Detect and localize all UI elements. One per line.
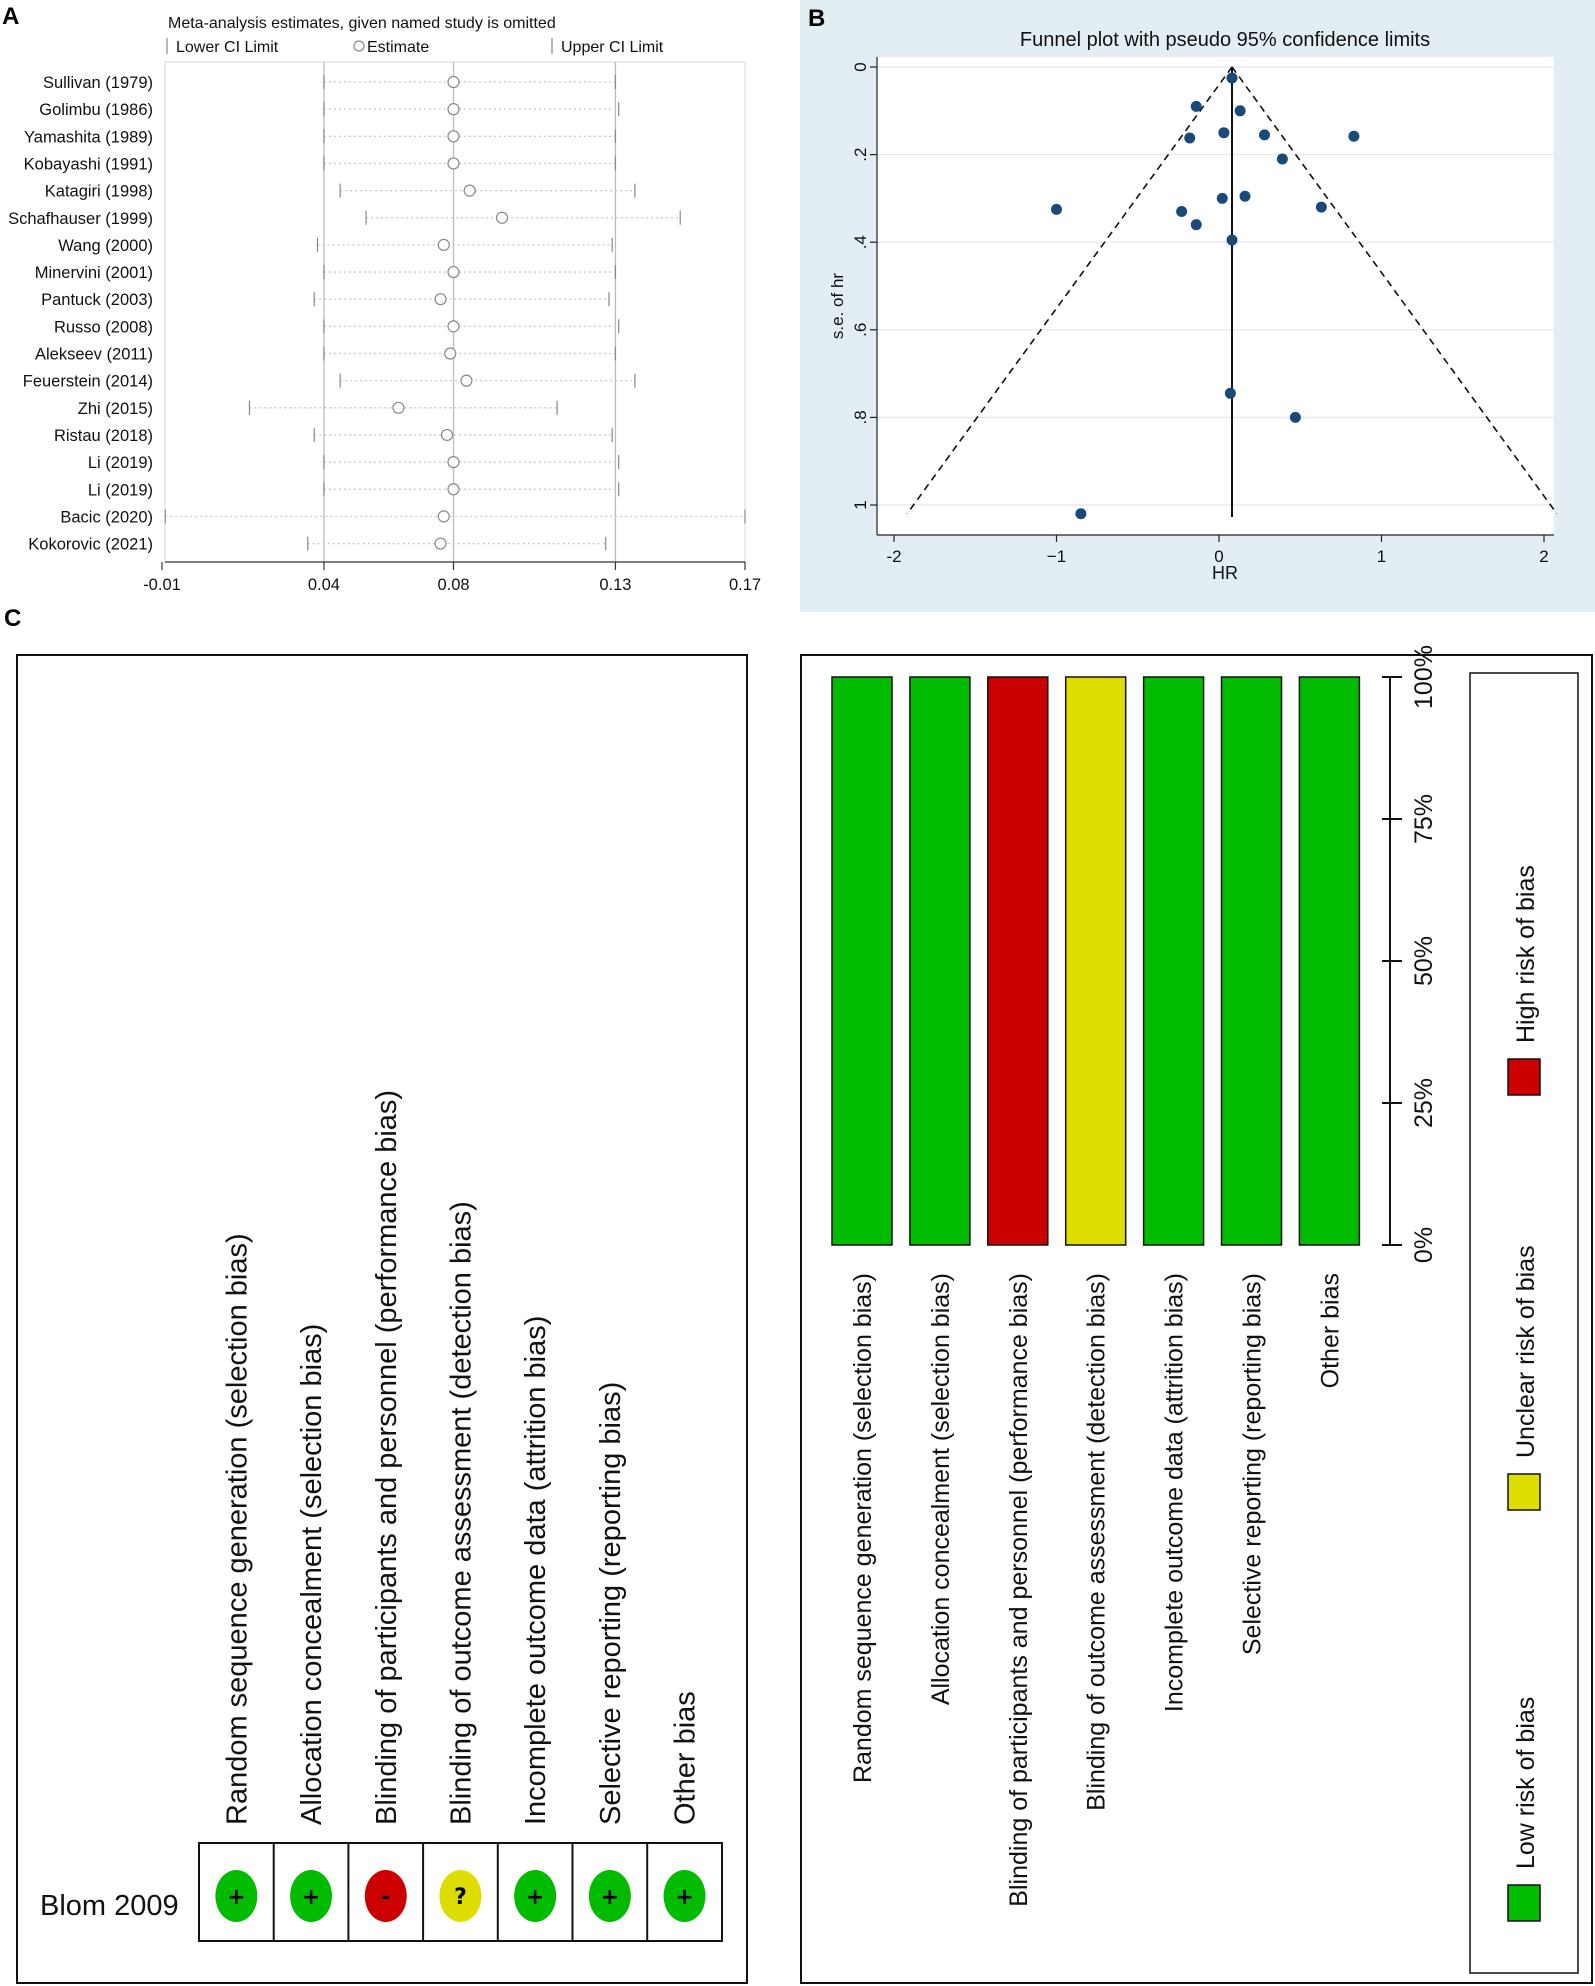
estimate-marker: [461, 375, 472, 386]
estimate-marker: [445, 348, 456, 359]
study-point: [1051, 204, 1062, 215]
x-tick-label: 2: [1539, 547, 1549, 566]
study-point: [1227, 72, 1238, 83]
study-label: Li (2019): [87, 481, 153, 500]
domain-header: Allocation concealment (selection bias): [296, 1323, 329, 1825]
study-point: [1075, 508, 1086, 519]
bar-segment: [832, 677, 892, 1245]
study-label: Sullivan (1979): [42, 74, 153, 92]
study-label: Katagiri (1998): [44, 182, 153, 201]
study-point: [1240, 191, 1251, 202]
x-tick-label: -0.01: [143, 576, 181, 594]
study-row: [35, 264, 616, 282]
panel-a-rows: [8, 74, 745, 554]
judgement-symbol: +: [301, 1885, 321, 1910]
study-point: [1277, 153, 1288, 164]
domain-header: Other bias: [669, 1691, 702, 1825]
study-row: [43, 74, 616, 92]
estimate-marker: [448, 131, 459, 142]
bar-segment: [1144, 677, 1204, 1245]
panel-c-legend: [1508, 865, 1540, 1921]
legend-label: High risk of bias: [1512, 865, 1540, 1043]
study-row: [28, 536, 605, 554]
y-tick-label: .8: [851, 410, 870, 425]
study-row: [60, 508, 745, 526]
estimate-marker: [393, 402, 404, 413]
legend-label: Unclear risk of bias: [1512, 1245, 1540, 1458]
study-label: Golimbu (1986): [39, 101, 153, 120]
study-label: Alekseev (2011): [34, 345, 153, 364]
study-point: [1191, 219, 1202, 230]
bar-category-label: Other bias: [1316, 1273, 1345, 1389]
judgement-cell: [514, 1870, 556, 1922]
axis-tick-label: 25%: [1410, 1077, 1438, 1129]
axis-tick-label: 0%: [1410, 1226, 1438, 1264]
y-tick-label: .6: [851, 322, 870, 337]
estimate-marker: [464, 185, 475, 196]
study-point: [1176, 206, 1187, 217]
estimate-marker: [435, 538, 446, 549]
bar-segment: [1222, 677, 1282, 1245]
study-point: [1217, 193, 1228, 204]
study-row: [41, 291, 609, 309]
bar-segment: [1066, 677, 1126, 1245]
judgement-symbol: ?: [454, 1885, 467, 1910]
estimate-marker: [448, 267, 459, 278]
judgement-cell: [290, 1870, 332, 1922]
panel-label-c: C: [4, 605, 22, 632]
bar-category-label: Blinding of outcome assessment (detection bias): [1082, 1273, 1111, 1811]
study-row: [58, 237, 612, 255]
legend-label: Low risk of bias: [1512, 1696, 1540, 1869]
study-label: Ristau (2018): [53, 426, 153, 445]
judgement-cell: [664, 1870, 706, 1922]
estimate-marker: [448, 457, 459, 468]
study-row: [24, 128, 615, 146]
estimate-marker: [438, 511, 449, 522]
estimate-marker: [448, 77, 459, 88]
x-tick-label: 0.04: [307, 576, 341, 594]
study-point: [1259, 129, 1270, 140]
estimate-marker: [448, 158, 459, 169]
study-row: [8, 210, 680, 228]
estimate-marker: [497, 212, 508, 223]
judgement-cell: [439, 1870, 481, 1922]
judgement-cell: [589, 1870, 631, 1922]
study-row: [88, 481, 619, 499]
panel-a: [2, 3, 761, 594]
y-tick-label: 1: [851, 500, 870, 510]
panel-b: [800, 0, 1595, 612]
study-point: [1227, 235, 1238, 246]
study-label: Blom 2009: [40, 1890, 179, 1922]
study-label: Li (2019): [87, 454, 153, 473]
legend-swatch: [1508, 1885, 1540, 1921]
domain-header: Incomplete outcome data (attrition bias): [520, 1315, 553, 1825]
study-row: [23, 373, 635, 391]
panel-c-bars: [832, 677, 1359, 1245]
judgement-cell: [215, 1870, 257, 1922]
x-tick-label: -2: [886, 547, 902, 566]
panel-b-xlabel: HR: [1212, 563, 1238, 583]
legend-estimate-swatch: [354, 41, 364, 51]
study-point: [1235, 105, 1246, 116]
study-label: Russo (2008): [53, 318, 153, 337]
study-row: [35, 346, 615, 364]
judgement-symbol: -: [381, 1885, 391, 1910]
bar-category-label: Allocation concealment (selection bias): [926, 1273, 955, 1706]
study-label: Pantuck (2003): [41, 291, 153, 310]
study-row: [39, 101, 618, 119]
estimate-marker: [448, 484, 459, 495]
bar-segment: [1299, 677, 1359, 1245]
study-label: Kobayashi (1991): [23, 155, 153, 174]
panel-a-legend: [167, 38, 664, 56]
panel-label-b: B: [808, 5, 826, 32]
x-tick-label: 0: [1214, 547, 1224, 566]
estimate-marker: [448, 104, 459, 115]
bar-category-label: Random sequence generation (selection bias): [849, 1273, 877, 1784]
judgement-symbol: +: [600, 1885, 620, 1910]
axis-tick-label: 75%: [1410, 793, 1438, 845]
legend-item: [1508, 1697, 1540, 1921]
domain-header: Selective reporting (reporting bias): [594, 1381, 627, 1825]
panel-label-a: A: [2, 3, 20, 30]
study-row: [24, 155, 616, 173]
domain-header: Blinding of participants and personnel (performance bias): [370, 1089, 403, 1825]
bar-segment: [988, 677, 1048, 1245]
judgement-symbol: +: [525, 1885, 545, 1910]
study-label: Yamashita (1989): [23, 128, 153, 147]
domain-header: Random sequence generation (selection bias): [221, 1233, 254, 1825]
judgement-cell: [365, 1870, 407, 1922]
panel-b-title: Funnel plot with pseudo 95% confidence limits: [1019, 29, 1431, 51]
study-point: [1218, 127, 1229, 138]
study-label: Bacic (2020): [60, 508, 153, 527]
legend-estimate-label: Estimate: [367, 39, 430, 56]
bar-segment: [910, 677, 970, 1245]
legend-upper-ci-label: Upper CI Limit: [561, 39, 664, 56]
study-label: Schafhauser (1999): [8, 209, 153, 228]
panel-b-plot-area: [877, 57, 1554, 535]
x-tick-label: 0.17: [728, 576, 762, 594]
legend-swatch: [1508, 1059, 1540, 1095]
domain-header: Blinding of outcome assessment (detection bias): [445, 1201, 478, 1825]
study-point: [1225, 388, 1236, 399]
panel-a-reference-lines: [324, 62, 616, 562]
x-tick-label: 1: [1376, 547, 1387, 566]
x-tick-label: −1: [1046, 547, 1067, 566]
x-tick-label: 0.13: [599, 576, 632, 594]
study-point: [1184, 132, 1195, 143]
study-label: Feuerstein (2014): [22, 372, 153, 391]
study-label: Zhi (2015): [77, 399, 153, 418]
study-label: Wang (2000): [58, 236, 153, 255]
study-point: [1316, 202, 1327, 213]
panel-b-ylabel: s.e. of hr: [828, 272, 847, 340]
y-tick-label: 0: [851, 62, 870, 72]
bar-category-label: Incomplete outcome data (attrition bias): [1160, 1273, 1189, 1713]
panel-a-title: Meta-analysis estimates, given named study is omitted: [168, 15, 556, 32]
panel-c: [4, 605, 1592, 1983]
y-tick-label: .4: [851, 235, 870, 250]
study-row: [54, 318, 619, 336]
estimate-marker: [435, 294, 446, 305]
axis-tick-label: 100%: [1410, 645, 1438, 709]
study-label: Minervini (2001): [34, 264, 153, 283]
study-label: Kokorovic (2021): [28, 535, 153, 554]
study-row: [78, 400, 557, 418]
study-point: [1191, 101, 1202, 112]
bar-category-label: Blinding of participants and personnel (performance bias): [1004, 1273, 1033, 1907]
estimate-marker: [442, 429, 453, 440]
bar-category-label: Selective reporting (reporting bias): [1238, 1273, 1267, 1656]
study-point: [1348, 131, 1359, 142]
legend-swatch: [1508, 1474, 1540, 1510]
legend-lower-ci-label: Lower CI Limit: [176, 39, 279, 56]
x-tick-label: 0.08: [437, 576, 470, 594]
study-row: [88, 454, 619, 472]
judgement-symbol: +: [675, 1885, 694, 1910]
estimate-marker: [448, 321, 459, 332]
y-tick-label: .2: [851, 147, 870, 162]
axis-tick-label: 50%: [1410, 935, 1438, 987]
study-row: [45, 183, 635, 201]
legend-item: [1508, 865, 1540, 1095]
judgement-symbol: +: [227, 1885, 246, 1910]
panel-a-x-ticks: [143, 562, 761, 594]
study-point: [1290, 412, 1301, 423]
estimate-marker: [438, 239, 449, 250]
study-row: [54, 427, 612, 445]
